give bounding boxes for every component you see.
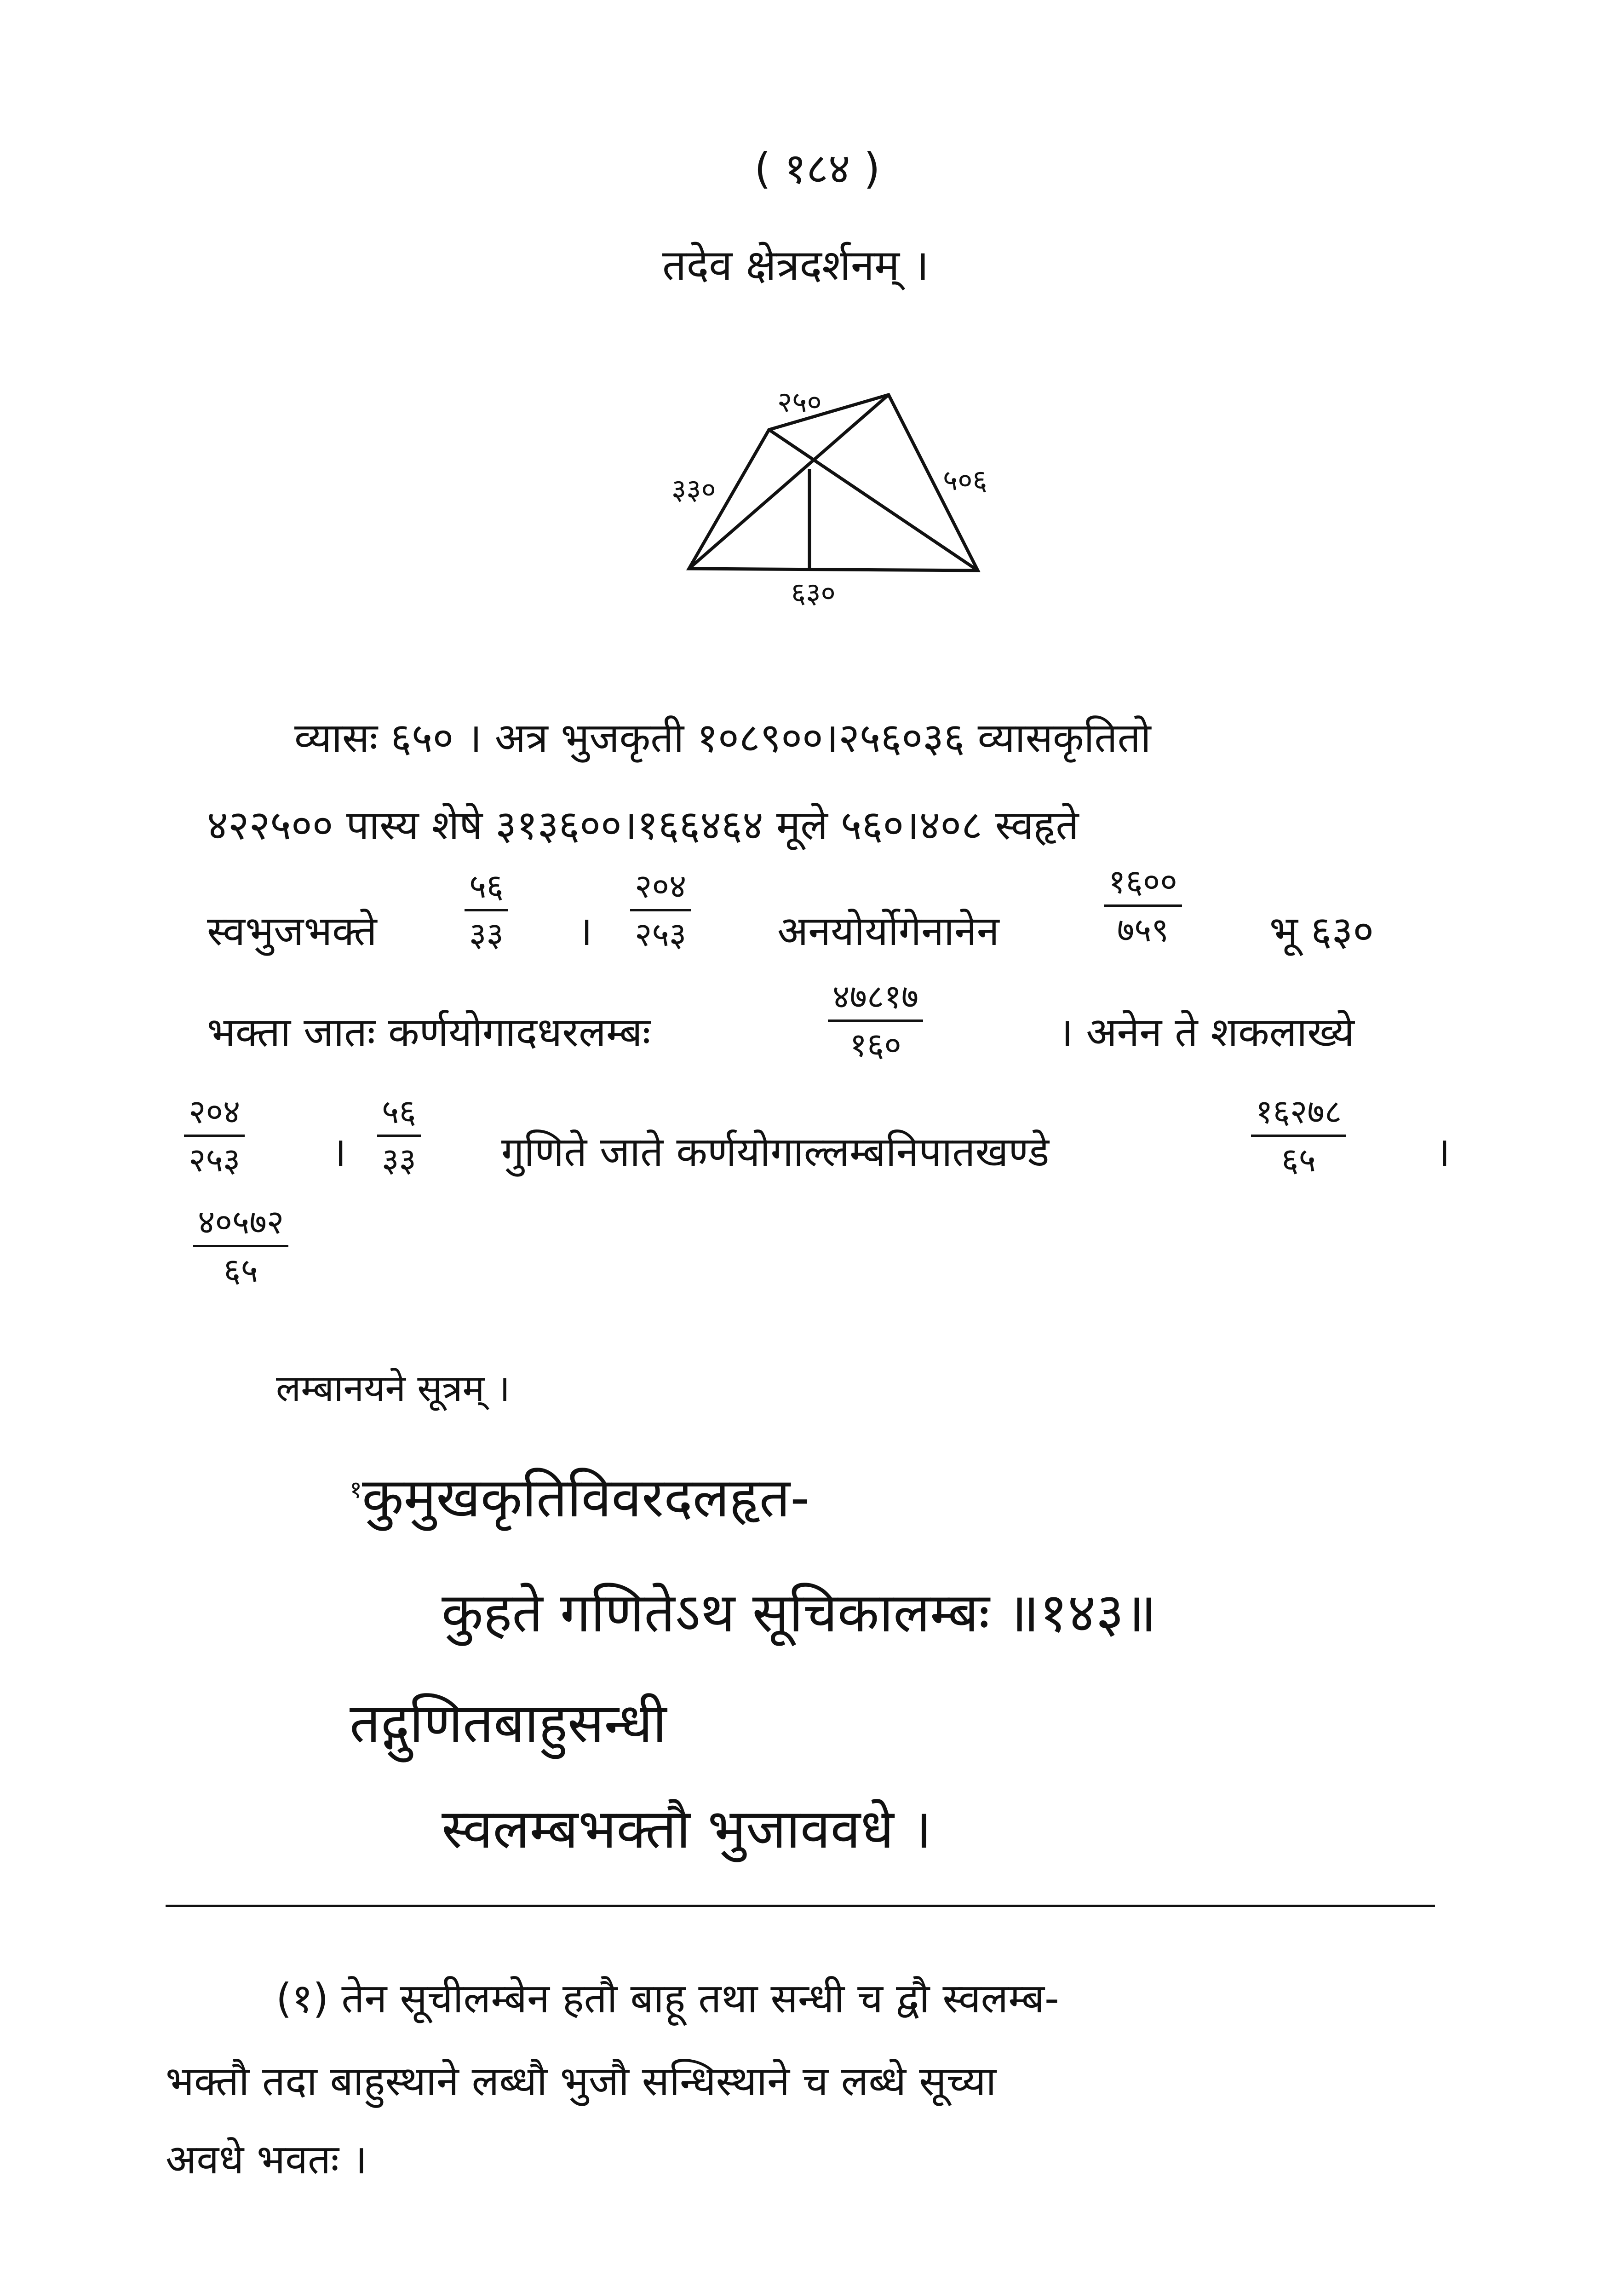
fraction bbox=[193, 1203, 288, 1290]
fraction-denominator: ६५ bbox=[1281, 1140, 1316, 1179]
footnote-divider bbox=[166, 1905, 1435, 1907]
fraction-denominator: २५३ bbox=[189, 1140, 241, 1179]
page-number: ( १८४ ) bbox=[754, 144, 880, 193]
fraction bbox=[1251, 1092, 1346, 1179]
figure-label-top: २५० bbox=[777, 385, 822, 419]
fraction bbox=[1104, 862, 1182, 949]
fraction-denominator: ६५ bbox=[224, 1251, 258, 1290]
figure-outline bbox=[689, 395, 978, 570]
fraction-numerator: १६२७८ bbox=[1256, 1092, 1342, 1131]
fraction-denominator: ३३ bbox=[469, 915, 504, 954]
fraction bbox=[828, 977, 923, 1064]
text-separator: । bbox=[577, 907, 593, 955]
text-separator: । bbox=[1435, 1128, 1451, 1175]
text-line-5: गुणिते जाते कर्णयोगाल्लम्बनिपातखण्डे bbox=[501, 1128, 1050, 1175]
figure-label-right: ५०६ bbox=[943, 463, 987, 497]
text-separator: । bbox=[331, 1128, 347, 1175]
fraction-denominator: २५३ bbox=[635, 915, 687, 954]
verse-line-1 bbox=[350, 1458, 810, 1532]
page-heading: तदेव क्षेत्रदर्शनम् । bbox=[662, 241, 930, 290]
text-line-4a: भक्ता जातः कर्णयोगादधरलम्बः bbox=[207, 1008, 651, 1056]
fraction bbox=[630, 867, 691, 954]
fraction-denominator: ३३ bbox=[382, 1140, 416, 1179]
text-line-3b: अनयोर्योगेनानेन bbox=[777, 907, 999, 955]
text-line-4b: । अनेन ते शकलाख्ये bbox=[1058, 1008, 1354, 1056]
fraction-numerator: ५६ bbox=[469, 867, 504, 905]
fraction-denominator: १६० bbox=[849, 1025, 901, 1064]
text-line-1: व्यासः ६५० । अत्र भुजकृती १०८९००।२५६०३६ व्यासकृतितो bbox=[294, 714, 1151, 761]
fraction-denominator: ७५९ bbox=[1117, 910, 1169, 949]
verse-line-4: स्वलम्बभक्तौ भुजाववधे । bbox=[442, 1797, 932, 1861]
sutra-heading: लम्बानयने सूत्रम् । bbox=[276, 1367, 511, 1410]
text-line-3c: भू ६३० bbox=[1269, 907, 1374, 955]
figure-diagonal-2 bbox=[689, 395, 889, 569]
footnote-line-2: भक्तौ तदा बाहुस्थाने लब्धौ भुजौ सन्धिस्थाने च लब्धे सूच्या bbox=[166, 2057, 997, 2105]
verse-line-2: कुहते गणितेऽथ सूचिकालम्बः ॥१४३॥ bbox=[442, 1581, 1157, 1644]
fraction-numerator: २०४ bbox=[635, 867, 687, 905]
text-line-3a: स्वभुजभक्ते bbox=[207, 907, 377, 955]
figure-diagonal-1 bbox=[769, 430, 978, 570]
footnote-line-3: अवधे भवतः । bbox=[166, 2136, 367, 2183]
figure-label-left: ३३० bbox=[671, 472, 716, 506]
figure-label-bottom: ६३० bbox=[791, 576, 836, 610]
fraction bbox=[377, 1092, 421, 1179]
fraction-numerator: ४०५७२ bbox=[198, 1203, 284, 1241]
verse-footnote-marker: १ bbox=[350, 1476, 362, 1504]
fraction bbox=[465, 867, 508, 954]
footnote-line-1: (१) तेन सूचीलम्बेन हतौ बाहू तथा सन्धी च द्वौ स्वलम्ब- bbox=[276, 1975, 1059, 2022]
fraction-numerator: १६०० bbox=[1108, 862, 1177, 901]
fraction bbox=[184, 1092, 245, 1179]
fraction-numerator: ५६ bbox=[382, 1092, 416, 1131]
verse-line-3: तद्गुणितबाहुसन्धी bbox=[350, 1691, 667, 1755]
text-line-2: ४२२५०० पास्य शेषे ३१३६००।१६६४६४ मूले ५६०।४०८ स्वहृते bbox=[207, 801, 1079, 849]
verse-text: कुमुखकृतिविवरदलहृत- bbox=[362, 1466, 810, 1529]
fraction-numerator: ४७८१७ bbox=[832, 977, 919, 1016]
fraction-numerator: २०४ bbox=[189, 1092, 241, 1131]
